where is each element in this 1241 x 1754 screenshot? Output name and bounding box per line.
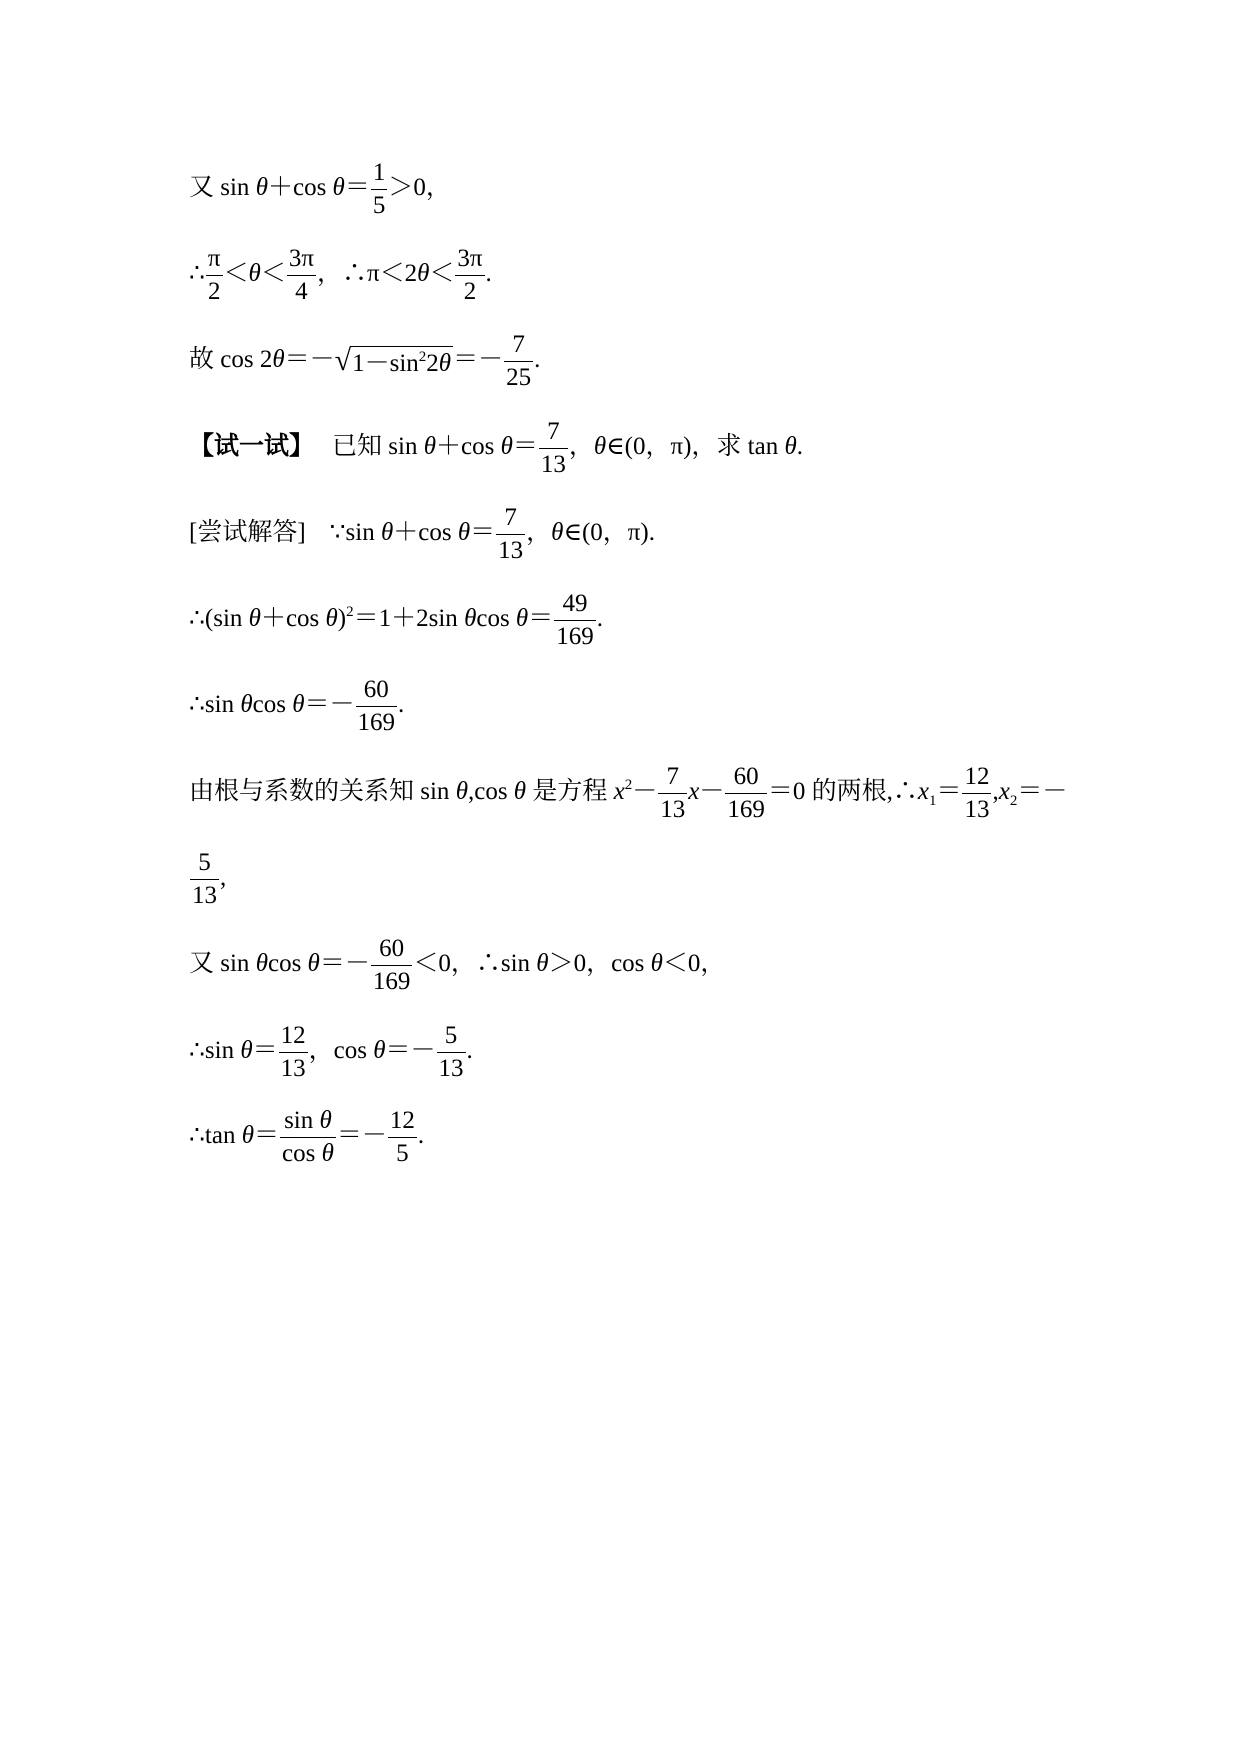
fraction-denominator: 2 bbox=[463, 277, 477, 305]
fraction-numerator: 12 bbox=[388, 1106, 417, 1138]
text: 又 sin bbox=[189, 950, 256, 977]
text: ∴sin bbox=[189, 1037, 241, 1064]
square-root bbox=[335, 343, 453, 379]
line-11 bbox=[189, 1018, 473, 1084]
text: cos bbox=[282, 1139, 322, 1167]
text: 故 cos 2 bbox=[189, 346, 273, 373]
text: ＝－ bbox=[284, 346, 335, 373]
text: . bbox=[534, 346, 541, 373]
theta: θ bbox=[513, 778, 527, 805]
text: ＝ bbox=[344, 174, 370, 201]
line-3 bbox=[189, 327, 540, 393]
text: ＜0， bbox=[662, 950, 726, 977]
line-5 bbox=[189, 500, 655, 566]
text: ，cos bbox=[308, 1037, 374, 1064]
section-label: [尝试解答] bbox=[189, 519, 306, 546]
fraction-denominator: 2 bbox=[207, 277, 221, 305]
theta: θ bbox=[240, 1037, 253, 1064]
fraction bbox=[206, 244, 223, 307]
text: ∴(sin bbox=[189, 605, 249, 632]
theta: θ bbox=[332, 174, 345, 201]
radicand bbox=[350, 346, 453, 379]
line-6 bbox=[189, 586, 603, 652]
text: ＋cos bbox=[393, 519, 458, 546]
fraction-denominator: 13 bbox=[280, 1054, 306, 1082]
theta: θ bbox=[325, 605, 338, 632]
theta: θ bbox=[423, 433, 436, 460]
variable-x: x bbox=[688, 778, 700, 805]
fraction-denominator: 5 bbox=[396, 1139, 409, 1167]
text: ，∴π＜2 bbox=[316, 260, 418, 287]
text: ＞0， bbox=[388, 174, 451, 201]
fraction bbox=[371, 934, 413, 997]
text: , bbox=[992, 778, 999, 805]
text: ＝ bbox=[512, 433, 538, 460]
fraction-numerator: 12 bbox=[962, 762, 991, 794]
theta: θ bbox=[272, 346, 285, 373]
text: ， bbox=[526, 519, 552, 546]
text: 是方程 bbox=[526, 778, 614, 805]
text: cos bbox=[476, 605, 516, 632]
text: ＝－ bbox=[319, 950, 370, 977]
fraction bbox=[962, 762, 991, 825]
fraction-numerator: 60 bbox=[371, 934, 413, 966]
fraction-denominator: 13 bbox=[498, 536, 524, 564]
fraction-numerator: 7 bbox=[539, 417, 568, 449]
line-10 bbox=[189, 931, 725, 997]
text: ＝ bbox=[470, 519, 496, 546]
text: . bbox=[417, 1122, 425, 1149]
theta: θ bbox=[551, 519, 564, 546]
fraction bbox=[371, 158, 388, 221]
theta: θ bbox=[417, 260, 430, 287]
text: 已知 sin bbox=[332, 433, 424, 460]
fraction-denominator bbox=[280, 1138, 336, 1169]
fraction bbox=[287, 244, 316, 307]
text: ∴sin bbox=[189, 691, 241, 718]
text: . bbox=[596, 605, 603, 632]
fraction-denominator: 13 bbox=[540, 450, 566, 478]
text: . bbox=[796, 433, 804, 460]
theta: θ bbox=[784, 433, 797, 460]
text: － bbox=[632, 778, 658, 805]
text: . bbox=[485, 260, 492, 287]
fraction-denominator: 169 bbox=[357, 708, 395, 736]
theta: θ bbox=[593, 433, 607, 460]
theta: θ bbox=[292, 691, 305, 718]
text: ＝ bbox=[528, 605, 554, 632]
superscript: 2 bbox=[418, 349, 427, 366]
text: ＋cos bbox=[260, 605, 326, 632]
fraction bbox=[725, 762, 767, 825]
text: 2 bbox=[426, 350, 439, 378]
theta: θ bbox=[319, 1106, 332, 1134]
fraction bbox=[280, 1106, 336, 1169]
line-4 bbox=[189, 414, 803, 480]
line-7 bbox=[189, 672, 404, 738]
text: . bbox=[466, 1037, 473, 1064]
fraction-denominator: 5 bbox=[372, 191, 386, 219]
section-label: 【试一试】 bbox=[189, 433, 315, 460]
fraction-denominator: 169 bbox=[372, 967, 411, 995]
fraction-numerator: 7 bbox=[658, 762, 687, 794]
theta: θ bbox=[515, 605, 529, 632]
fraction-numerator: π bbox=[206, 244, 223, 276]
fraction-numerator: 60 bbox=[356, 675, 398, 707]
fraction bbox=[554, 589, 596, 652]
text: ＝－ bbox=[304, 691, 355, 718]
text: ∵sin bbox=[329, 519, 381, 546]
fraction-denominator: 169 bbox=[556, 622, 594, 650]
text: ＝－ bbox=[1017, 778, 1068, 805]
text: ∈(0，π). bbox=[563, 519, 655, 546]
text: ＜ bbox=[260, 260, 286, 287]
theta: θ bbox=[241, 1122, 254, 1149]
fraction-denominator: 13 bbox=[660, 795, 686, 823]
text: cos bbox=[267, 950, 308, 977]
fraction-numerator: 12 bbox=[279, 1021, 308, 1053]
text: ＝－ bbox=[385, 1037, 436, 1064]
fraction bbox=[504, 330, 533, 393]
text: ＝－ bbox=[336, 1122, 387, 1149]
text: 又 sin bbox=[189, 174, 256, 201]
variable-x: x bbox=[613, 778, 625, 805]
superscript: 2 bbox=[624, 777, 633, 793]
theta: θ bbox=[455, 778, 468, 805]
line-9 bbox=[189, 845, 226, 911]
theta: θ bbox=[464, 605, 477, 632]
text: ＋cos bbox=[435, 433, 501, 460]
fraction-numerator: 60 bbox=[725, 762, 767, 794]
fraction bbox=[496, 503, 525, 566]
theta: θ bbox=[240, 691, 253, 718]
text: 1－sin bbox=[352, 350, 419, 378]
line-8 bbox=[189, 759, 1067, 825]
text: sin bbox=[284, 1106, 320, 1134]
theta: θ bbox=[536, 950, 549, 977]
fraction-numerator bbox=[280, 1106, 336, 1138]
fraction-denominator: 13 bbox=[964, 795, 990, 823]
text: ＜0，∴sin bbox=[413, 950, 537, 977]
text: ＞0，cos bbox=[548, 950, 651, 977]
theta: θ bbox=[248, 260, 261, 287]
text: ) bbox=[337, 605, 347, 632]
fraction-denominator: 169 bbox=[727, 795, 765, 823]
fraction-numerator: 5 bbox=[190, 848, 219, 880]
line-12 bbox=[189, 1103, 424, 1169]
text: cos bbox=[252, 691, 293, 718]
fraction bbox=[437, 1021, 466, 1084]
fraction-numerator: 5 bbox=[437, 1021, 466, 1053]
theta: θ bbox=[321, 1139, 334, 1167]
text: ∴tan bbox=[189, 1122, 242, 1149]
fraction-numerator: 49 bbox=[554, 589, 596, 621]
text: ＋cos bbox=[267, 174, 333, 201]
fraction bbox=[539, 417, 568, 480]
theta: θ bbox=[457, 519, 471, 546]
radical-sign: √ bbox=[334, 344, 352, 378]
text: , bbox=[220, 864, 227, 891]
theta: θ bbox=[255, 174, 268, 201]
text: 由根与系数的关系知 sin bbox=[189, 778, 456, 805]
subscript: 1 bbox=[928, 793, 937, 809]
fraction bbox=[279, 1021, 308, 1084]
line-2 bbox=[189, 241, 492, 307]
theta: θ bbox=[500, 433, 513, 460]
text: ， bbox=[568, 433, 594, 460]
fraction-denominator: 4 bbox=[295, 277, 308, 305]
fraction bbox=[388, 1106, 417, 1169]
superscript: 2 bbox=[346, 604, 354, 620]
text: ∈(0，π)，求 tan bbox=[606, 433, 785, 460]
subscript: 2 bbox=[1009, 793, 1018, 809]
text: ＝0 的两根,∴ bbox=[767, 778, 918, 805]
fraction bbox=[658, 762, 687, 825]
text: ＝－ bbox=[453, 346, 504, 373]
fraction-numerator: 7 bbox=[504, 330, 533, 362]
text: ＝1＋2sin bbox=[353, 605, 465, 632]
theta: θ bbox=[438, 350, 452, 378]
theta: θ bbox=[307, 950, 320, 977]
theta: θ bbox=[248, 605, 261, 632]
variable-x: x bbox=[998, 778, 1010, 805]
fraction-numerator: 7 bbox=[496, 503, 525, 535]
text: ＜ bbox=[223, 260, 249, 287]
text: ∴ bbox=[189, 260, 205, 287]
line-1 bbox=[189, 155, 451, 221]
fraction-denominator: 13 bbox=[438, 1054, 464, 1082]
fraction-denominator: 13 bbox=[192, 881, 217, 909]
text: － bbox=[699, 778, 725, 805]
fraction-numerator: 1 bbox=[371, 158, 388, 190]
fraction-numerator: 3π bbox=[287, 244, 316, 276]
variable-x: x bbox=[917, 778, 929, 805]
theta: θ bbox=[381, 519, 394, 546]
text: ＝ bbox=[253, 1122, 279, 1149]
text: ,cos bbox=[467, 778, 514, 805]
text: ＜ bbox=[429, 260, 455, 287]
theta: θ bbox=[373, 1037, 386, 1064]
text: ＝ bbox=[936, 778, 962, 805]
fraction-denominator: 25 bbox=[506, 363, 532, 391]
text: . bbox=[398, 691, 405, 718]
theta: θ bbox=[650, 950, 663, 977]
fraction bbox=[190, 848, 219, 911]
fraction bbox=[455, 244, 484, 307]
fraction bbox=[356, 675, 398, 738]
theta: θ bbox=[255, 950, 268, 977]
fraction-numerator: 3π bbox=[455, 244, 484, 276]
text: ＝ bbox=[252, 1037, 278, 1064]
